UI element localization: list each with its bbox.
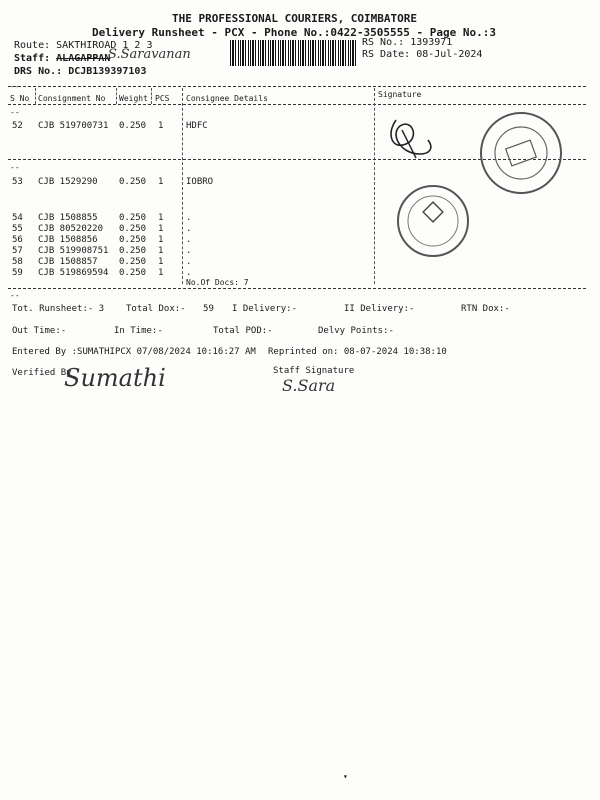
page-mark: ▾ <box>343 772 348 781</box>
out-time: Out Time:- <box>12 326 67 336</box>
route-label: Route: <box>14 40 51 51</box>
row-consignment: CJB 80520220 <box>38 224 104 234</box>
row-sno: 59 <box>12 268 23 278</box>
row-consignee: . <box>186 257 192 267</box>
row-weight: 0.250 <box>119 177 147 187</box>
i-delivery: I Delivery:- <box>232 304 298 314</box>
col-header-weight: Weight <box>119 94 148 103</box>
row-weight: 0.250 <box>119 268 147 278</box>
consignee-signature-scribble <box>382 110 442 162</box>
row-weight: 0.250 <box>119 235 147 245</box>
row-consignee: . <box>186 246 192 256</box>
top-dash-mark: -- <box>10 82 20 91</box>
col-divider <box>374 88 375 284</box>
row-pcs: 1 <box>158 121 164 131</box>
runsheet-subtitle: Delivery Runsheet - PCX - Phone No.:0422-3505555 - Page No.:3 <box>92 26 496 39</box>
row-consignee: . <box>186 235 192 245</box>
col-divider <box>151 88 152 104</box>
col-divider <box>182 88 183 284</box>
row-consignee: IOBRO <box>186 177 214 187</box>
row-sno: 56 <box>12 235 23 245</box>
row-dash-mark: -- <box>10 108 20 117</box>
bank-stamp <box>395 183 471 259</box>
total-dox-value: 59 <box>203 304 214 314</box>
row-dash-mark: -- <box>10 291 20 300</box>
table-top-rule <box>8 86 586 87</box>
row-sno: 54 <box>12 213 23 223</box>
rs-no-label: RS No.: <box>362 37 405 48</box>
col-header-signature: Signature <box>378 90 422 99</box>
row-sno: 55 <box>12 224 23 234</box>
row-consignee: . <box>186 224 192 234</box>
col-header-pcs: PCS <box>155 94 170 103</box>
row-pcs: 1 <box>158 213 164 223</box>
row-consignee: HDFC <box>186 121 208 131</box>
row-weight: 0.250 <box>119 224 147 234</box>
total-dox-label: Total Dox:- <box>126 304 186 314</box>
row-consignee: . <box>186 268 192 278</box>
row-dash-mark: -- <box>10 163 20 172</box>
row-consignment: CJB 1529290 <box>38 177 98 187</box>
in-time: In Time:- <box>114 326 163 336</box>
staff-signature: S.Sara <box>282 376 336 395</box>
ii-delivery: II Delivery:- <box>344 304 415 314</box>
rs-no-value: 1393971 <box>410 37 453 48</box>
staff-signature-label: Staff Signature <box>273 366 355 376</box>
table-bottom-rule <box>8 288 586 289</box>
barcode <box>230 40 356 66</box>
rs-date-field <box>362 49 482 60</box>
drs-value: DCJB139397103 <box>68 66 147 77</box>
row-pcs: 1 <box>158 257 164 267</box>
row-consignment: CJB 519869594 <box>38 268 109 278</box>
total-runsheet: Tot. Runsheet:- 3 <box>12 304 105 314</box>
row-sno: 52 <box>12 121 23 131</box>
total-pod: Total POD:- <box>213 326 273 336</box>
row-sno: 53 <box>12 177 23 187</box>
col-divider <box>116 88 117 104</box>
table-header-rule <box>8 104 586 105</box>
row-consignment: CJB 519908751 <box>38 246 109 256</box>
col-header-consignment: Consignment No <box>38 94 106 103</box>
row-weight: 0.250 <box>119 121 147 131</box>
route-value: SAKTHIROAD 1 2 3 <box>56 40 153 51</box>
row-pcs: 1 <box>158 246 164 256</box>
row-pcs: 1 <box>158 177 164 187</box>
row-sno: 58 <box>12 257 23 267</box>
drs-field <box>14 66 146 77</box>
drs-label: DRS No.: <box>14 66 63 77</box>
total-dox <box>126 304 214 314</box>
verified-by-label: Verified By <box>12 368 72 378</box>
courier-stamp <box>478 110 564 196</box>
staff-label: Staff: <box>14 53 51 64</box>
delvy-points: Delvy Points:- <box>318 326 394 336</box>
staff-value: ALAGAPPAN <box>56 53 111 64</box>
row-pcs: 1 <box>158 235 164 245</box>
rs-date-label: RS Date: <box>362 49 411 60</box>
row-consignment: CJB 1508857 <box>38 257 98 267</box>
row-pcs: 1 <box>158 268 164 278</box>
entered-by: Entered By :SUMATHIPCX 07/08/2024 10:16:27 AM <box>12 347 256 357</box>
rs-no-field <box>362 37 452 48</box>
row-pcs: 1 <box>158 224 164 234</box>
rs-date-value: 08-Jul-2024 <box>416 49 483 60</box>
page-title: THE PROFESSIONAL COURIERS, COIMBATORE <box>172 12 418 25</box>
row-weight: 0.250 <box>119 257 147 267</box>
no-of-docs: No.Of Docs: 7 <box>186 278 249 287</box>
staff-handwritten-name: S.Saravanan <box>108 47 191 62</box>
row-consignment: CJB 1508856 <box>38 235 98 245</box>
staff-field <box>14 53 110 64</box>
row-consignment: CJB 1508855 <box>38 213 98 223</box>
col-divider <box>35 88 36 104</box>
col-header-sno: S No <box>10 94 30 103</box>
rtn-dox: RTN Dox:- <box>461 304 510 314</box>
row-weight: 0.250 <box>119 213 147 223</box>
col-header-consignee: Consignee Details <box>186 94 268 103</box>
row-consignee: . <box>186 213 192 223</box>
reprinted-on: Reprinted on: 08-07-2024 10:38:10 <box>268 347 447 357</box>
row-sno: 57 <box>12 246 23 256</box>
verified-signature: Sumathi <box>64 364 166 392</box>
row-consignment: CJB 519700731 <box>38 121 109 131</box>
row-weight: 0.250 <box>119 246 147 256</box>
